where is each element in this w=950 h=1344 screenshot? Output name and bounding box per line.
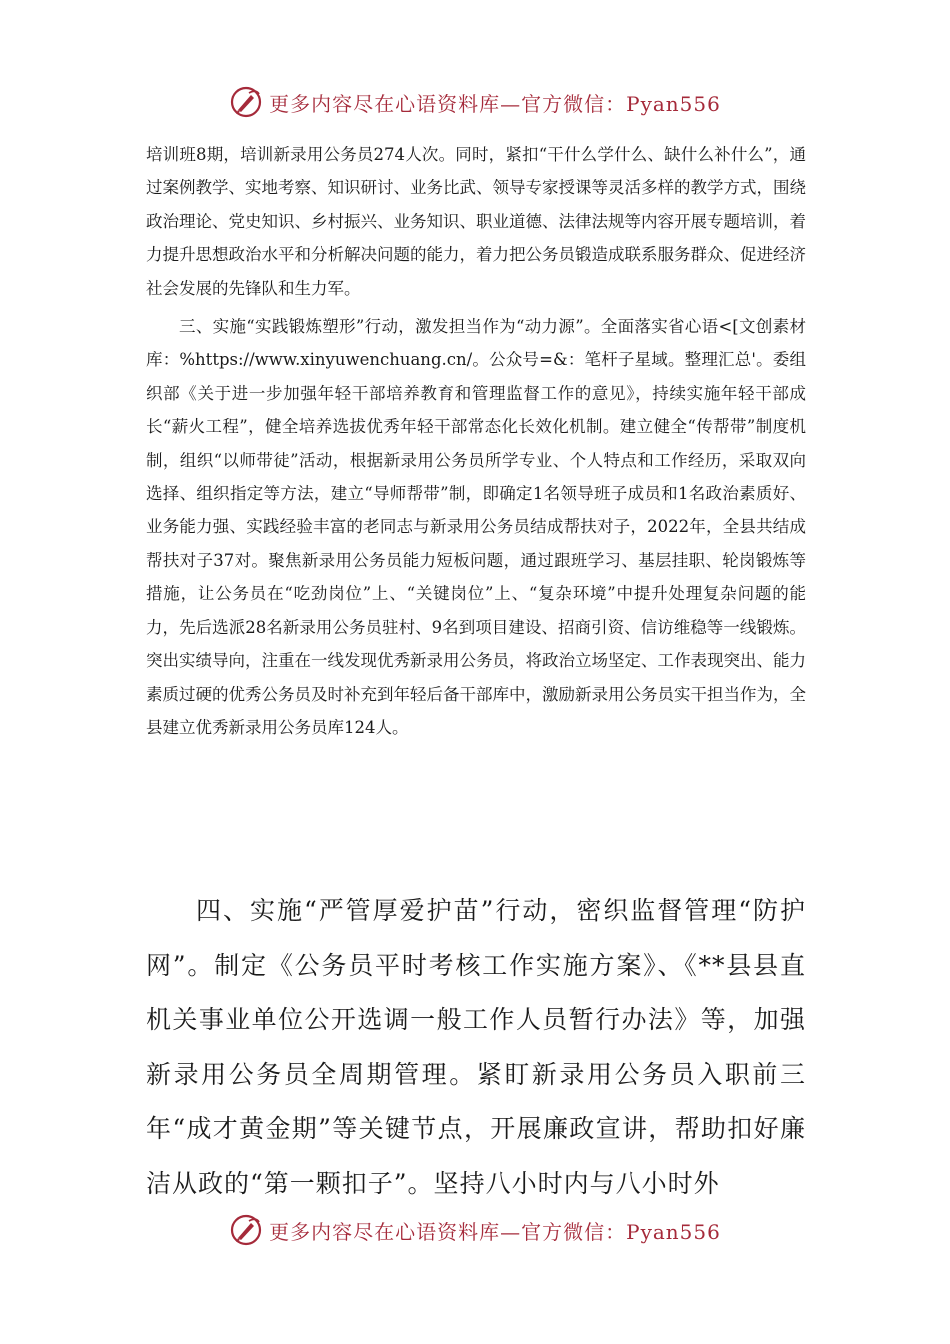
- body-text-small: [146, 138, 806, 744]
- footer-watermark-banner: [0, 1210, 950, 1250]
- body-text-large: [146, 884, 806, 1211]
- footer-watermark-text: 更多内容尽在心语资料库—官方微信：Pyan556: [269, 1219, 721, 1244]
- paragraph-training: 培训班8期，培训新录用公务员274人次。同时，紧扣“干什么学什么、缺什么补什么”，通过案例教学、实地考察、知识研讨、业务比武、领导专家授课等灵活多样的教学方式，围绕政治理论、党史知识、乡村振兴、业务知识、职业道德、法律法规等内容开展专题培训，着力提升思想政治水平和分析解决问题的能力，着力把公务员锻造成联系服务群众、促进经济社会发展的先锋队和生力军。: [146, 145, 806, 298]
- pen-circle-logo-icon: [229, 85, 263, 119]
- header-watermark-text: 更多内容尽在心语资料库—官方微信：Pyan556: [269, 91, 721, 116]
- paragraph-practice: 三、实施“实践锻炼塑形”行动，激发担当作为“动力源”。全面落实省心语<[文创素材库：%https://www.xinyuwenchuang.cn/。公众号=&：笔杆子星域。整理汇总'。委组织部《关于进一步加强年轻干部培养教育和管理监督工作的意见》，持续实施年轻干部成长“薪火工程”，健全培养选拔优秀年轻干部常态化长效化机制。建立健全“传帮带”制度机制，组织“以师带徒”活动，根据新录用公务员所学专业、个人特点和工作经历，采取双向选择、组织指定等方法，建立“导师帮带”制，即确定1名领导班子成员和1名政治素质好、业务能力强、实践经验丰富的老同志与新录用公务员结成帮扶对子，2022年，全县共结成帮扶对子37对。聚焦新录用公务员能力短板问题，通过跟班学习、基层挂职、轮岗锻炼等措施，让公务员在“吃劲岗位”上、“关键岗位”上、“复杂环境”中提升处理复杂问题的能力，先后选派28名新录用公务员驻村、9名到项目建设、招商引资、信访维稳等一线锻炼。突出实绩导向，注重在一线发现优秀新录用公务员，将政治立场坚定、工作表现突出、能力素质过硬的优秀公务员及时补充到年轻后备干部库中，激励新录用公务员实干担当作为，全县建立优秀新录用公务员库124人。: [146, 317, 806, 737]
- pen-circle-logo-icon: [229, 1213, 263, 1247]
- paragraph-supervision: 四、实施“严管厚爱护苗”行动，密织监督管理“防护网”。制定《公务员平时考核工作实施方案》、《**县县直机关事业单位公开选调一般工作人员暂行办法》等，加强新录用公务员全周期管理。紧盯新录用公务员入职前三年“成才黄金期”等关键节点，开展廉政宣讲，帮助扣好廉洁从政的“第一颗扣子”。坚持八小时内与八小时外: [146, 896, 806, 1198]
- header-watermark-banner: [0, 82, 950, 122]
